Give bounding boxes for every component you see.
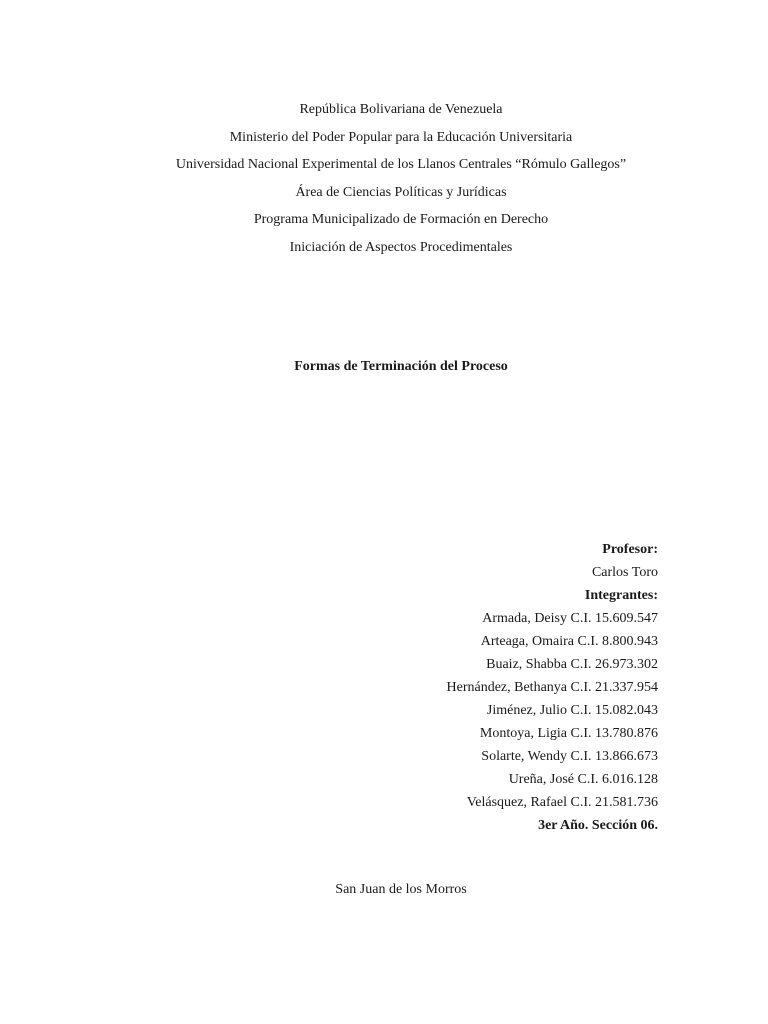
member-item: Arteaga, Omaira C.I. 8.800.943	[480, 634, 658, 649]
member-item: Armada, Deisy C.I. 15.609.547	[482, 611, 658, 626]
credits-block	[158, 538, 658, 837]
member-item: Montoya, Ligia C.I. 13.780.876	[479, 726, 658, 741]
professor-label: Profesor:	[602, 542, 658, 557]
member-item: Velásquez, Rafael C.I. 21.581.736	[466, 795, 658, 810]
institution-header	[0, 98, 768, 264]
footer-place: San Juan de los Morros	[335, 882, 467, 897]
header-line-course: Iniciación de Aspectos Procedimentales	[289, 239, 513, 255]
header-line-ministry: Ministerio del Poder Popular para la Educación Universitaria	[229, 129, 573, 145]
member-item: Hernández, Bethanya C.I. 21.337.954	[446, 680, 658, 695]
header-line-program: Programa Municipalizado de Formación en Derecho	[253, 212, 549, 228]
member-item: Jiménez, Julio C.I. 15.082.043	[486, 703, 658, 718]
members-label: Integrantes:	[584, 588, 658, 603]
header-line-country: República Bolivariana de Venezuela	[299, 102, 503, 117]
section-label: 3er Año. Sección 06.	[538, 818, 658, 833]
header-line-area: Área de Ciencias Políticas y Jurídicas	[295, 184, 507, 200]
member-item: Buaiz, Shabba C.I. 26.973.302	[486, 657, 658, 672]
member-item: Ureña, José C.I. 6.016.128	[508, 772, 658, 787]
document-title: Formas de Terminación del Proceso	[294, 359, 508, 374]
member-item: Solarte, Wendy C.I. 13.866.673	[481, 749, 658, 764]
professor-name: Carlos Toro	[591, 565, 658, 580]
header-line-university: Universidad Nacional Experimental de los Llanos Centrales “Rómulo Gallegos”	[175, 157, 627, 173]
